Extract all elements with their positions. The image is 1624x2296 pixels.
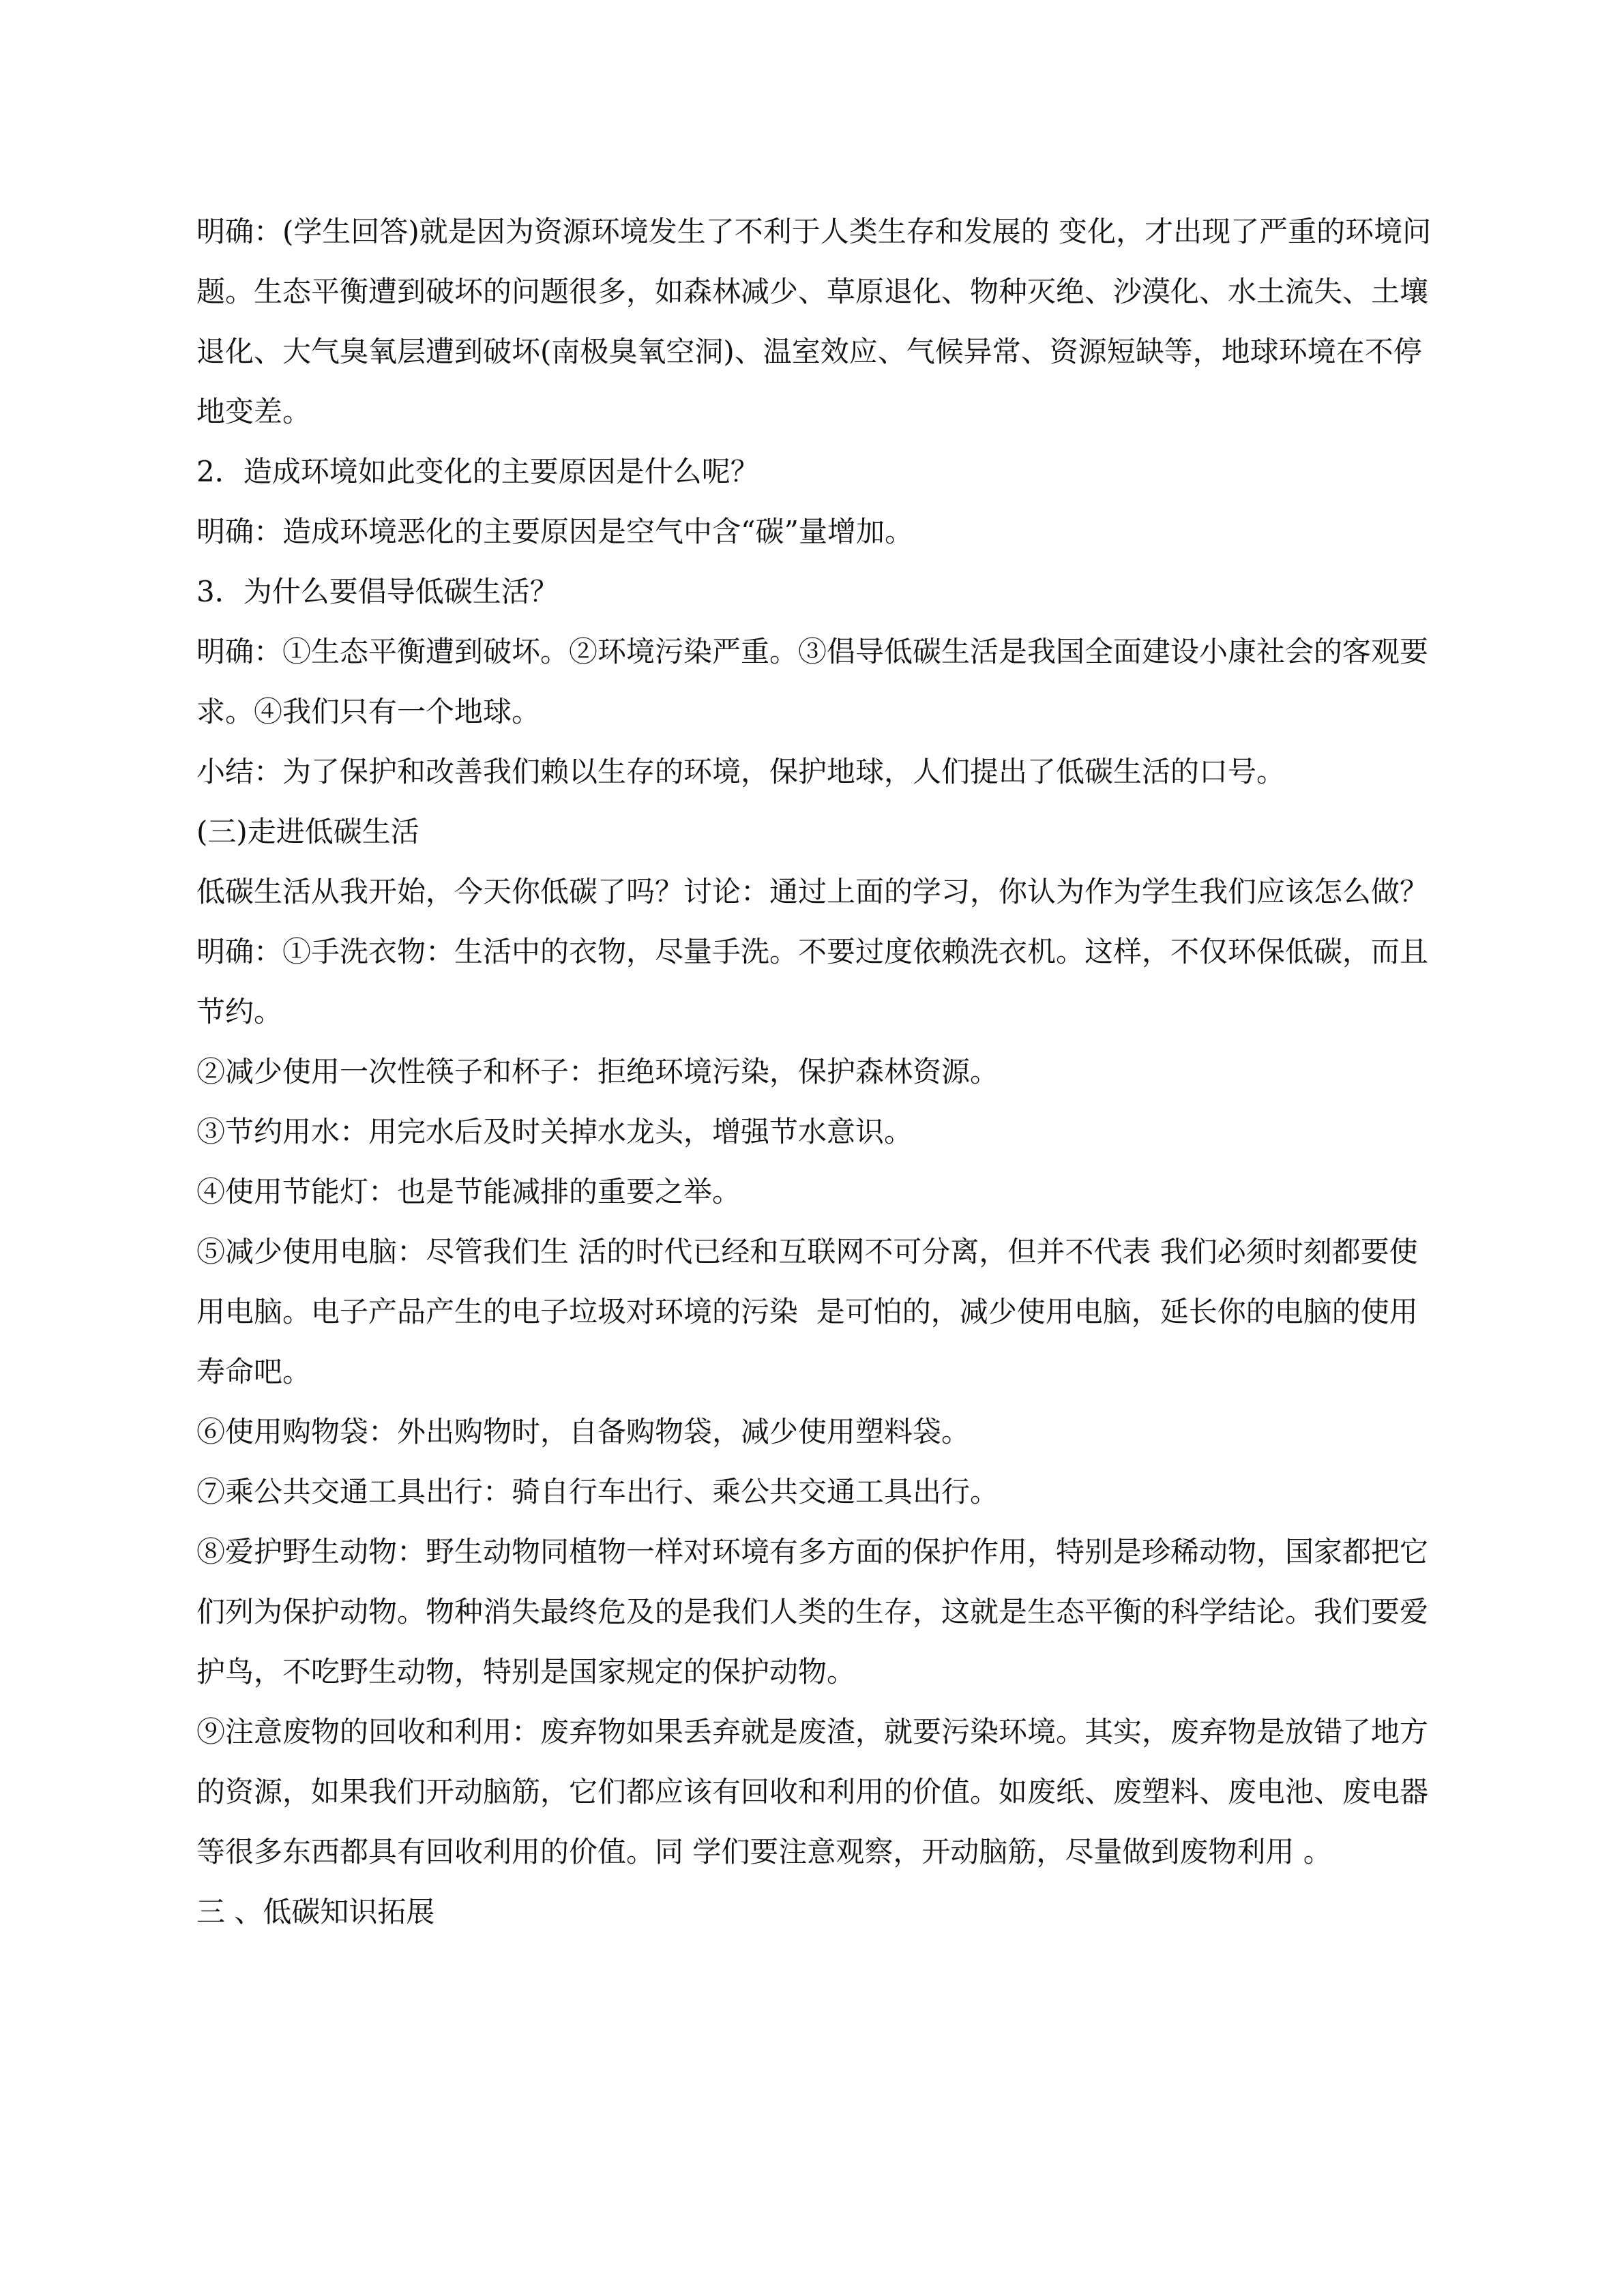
text-line: 等很多东西都具有回收利用的价值。同 学们要注意观察，开动脑筋，尽量做到废物利用 。 (196, 1835, 1332, 1868)
list-item: ⑦乘公共交通工具出行：骑自行车出行、乘公共交通工具出行。 (196, 1475, 999, 1508)
question-heading: 3．为什么要倡导低碳生活？ (196, 575, 559, 608)
question-heading: 2．造成环境如此变化的主要原因是什么呢？ (196, 455, 759, 488)
text-line: 用电脑。电子产品产生的电子垃圾对环境的污染 是可怕的，减少使用电脑，延长你的电脑的使用 (196, 1295, 1418, 1328)
section-heading: 三 、低碳知识拓展 (196, 1895, 435, 1928)
text-line: 退化、大气臭氧层遭到破坏(南极臭氧空洞)、温室效应、气候异常、资源短缺等，地球环境在不停 (196, 335, 1422, 368)
text-line: 明确：①生态平衡遭到破坏。②环境污染严重。③倡导低碳生活是我国全面建设小康社会的客观要 (196, 635, 1429, 668)
text-line: 求。④我们只有一个地球。 (196, 695, 541, 728)
list-item: ④使用节能灯：也是节能减排的重要之举。 (196, 1175, 741, 1208)
text-line: 护鸟，不吃野生动物，特别是国家规定的保护动物。 (196, 1655, 856, 1688)
list-item: ③节约用水：用完水后及时关掉水龙头，增强节水意识。 (196, 1115, 913, 1148)
list-item: ⑥使用购物袋：外出购物时，自备购物袋，减少使用塑料袋。 (196, 1415, 971, 1448)
list-item: ②减少使用一次性筷子和杯子：拒绝环境污染，保护森林资源。 (196, 1055, 999, 1088)
list-item: ⑨注意废物的回收和利用：废弃物如果丢弃就是废渣，就要污染环境。其实，废弃物是放错了地方 (196, 1715, 1429, 1748)
text-line: 的资源，如果我们开动脑筋，它们都应该有回收和利用的价值。如废纸、废塑料、废电池、废电器 (196, 1775, 1429, 1808)
list-item: ⑤减少使用电脑：尽管我们生 活的时代已经和互联网不可分离，但并不代表 我们必须时刻都要使 (196, 1235, 1418, 1268)
text-line: 节约。 (196, 995, 283, 1028)
text-line: 小结：为了保护和改善我们赖以生存的环境，保护地球，人们提出了低碳生活的口号。 (196, 755, 1286, 788)
section-heading: (三)走进低碳生活 (196, 815, 419, 848)
text-line: 明确：①手洗衣物：生活中的衣物，尽量手洗。不要过度依赖洗衣机。这样，不仅环保低碳，而且 (196, 935, 1429, 968)
text-line: 题。生态平衡遭到破坏的问题很多，如森林减少、草原退化、物种灭绝、沙漠化、水土流失、土壤 (196, 275, 1429, 308)
list-item: ⑧爱护野生动物：野生动物同植物一样对环境有多方面的保护作用，特别是珍稀动物，国家都把它 (196, 1535, 1429, 1568)
text-line: 明确：造成环境恶化的主要原因是空气中含“碳”量增加。 (196, 515, 913, 548)
text-line: 寿命吧。 (196, 1355, 312, 1388)
text-line: 明确：(学生回答)就是因为资源环境发生了不利于人类生存和发展的 变化，才出现了严重的环境问 (196, 215, 1432, 248)
text-line: 低碳生活从我开始，今天你低碳了吗？讨论：通过上面的学习，你认为作为学生我们应该怎么做？ (196, 875, 1429, 908)
text-line: 地变差。 (196, 395, 312, 428)
text-line: 们列为保护动物。物种消失最终危及的是我们人类的生存，这就是生态平衡的科学结论。我们要爱 (196, 1595, 1429, 1628)
